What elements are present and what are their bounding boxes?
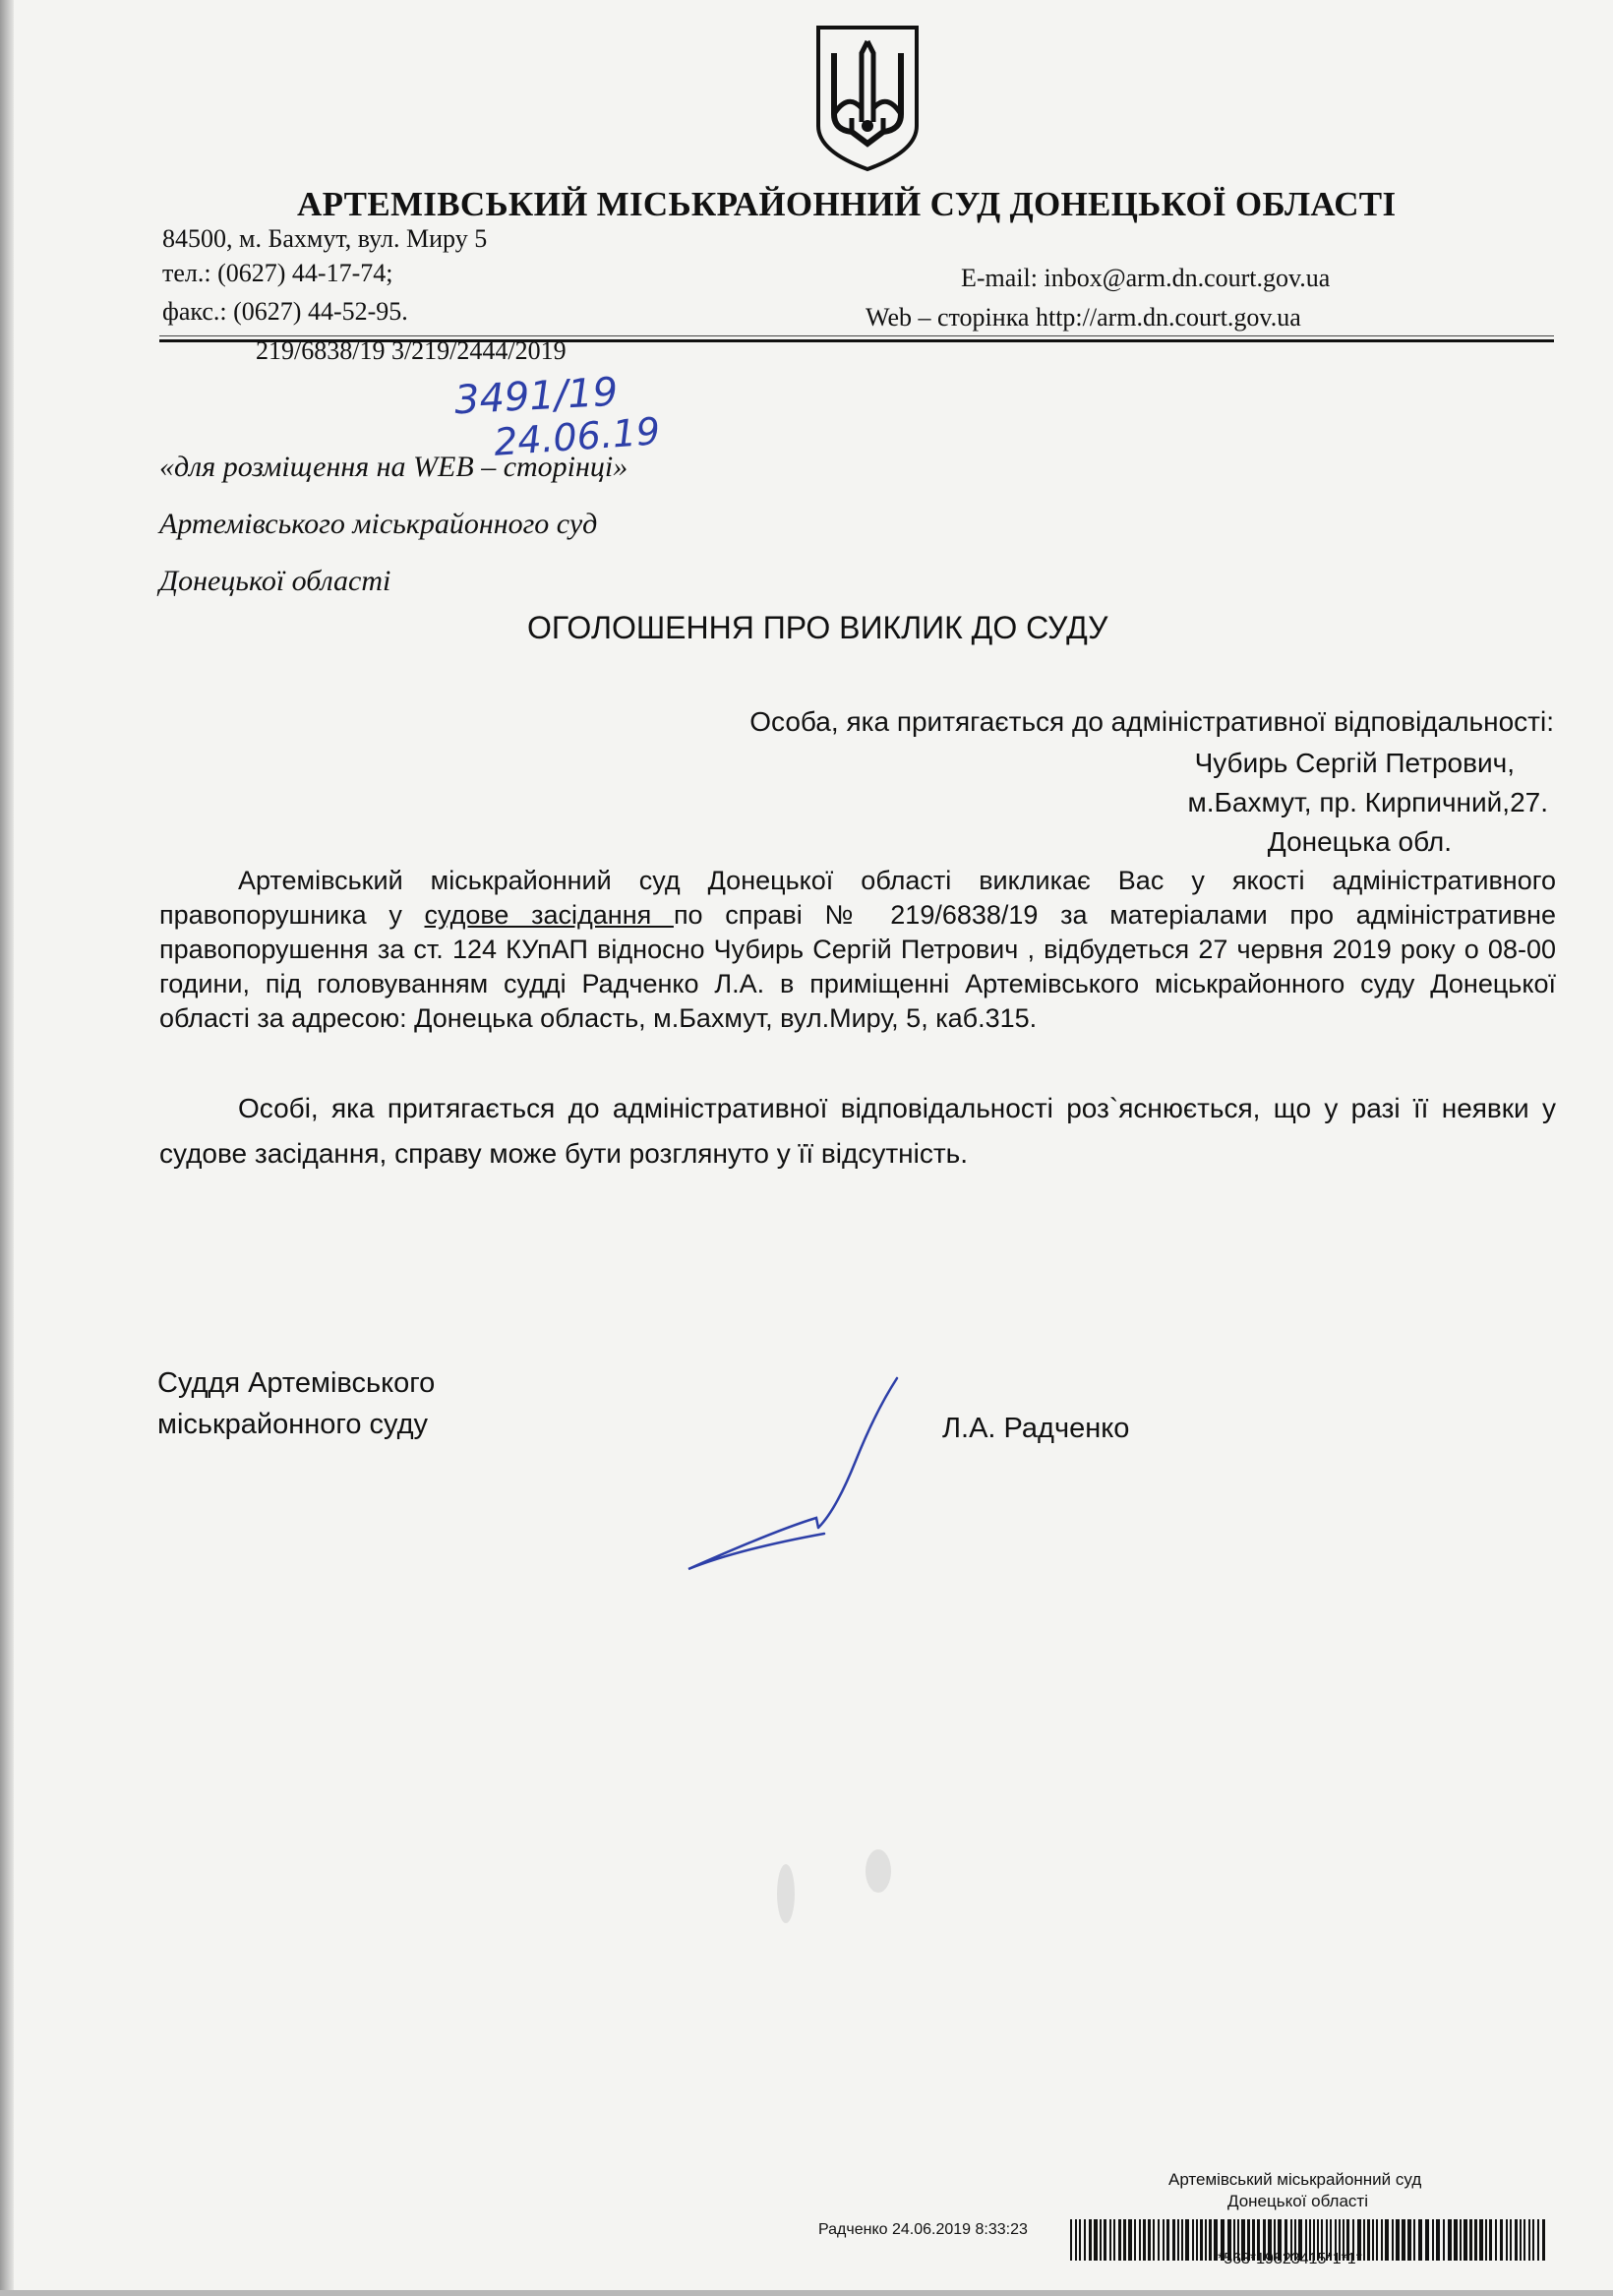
addressee-line-1: «для розміщення на WEB – сторінці» bbox=[159, 451, 628, 483]
notice-body-underlined: судове засідання bbox=[424, 900, 674, 930]
stamp-timestamp: Радченко 24.06.2019 8:33:23 bbox=[818, 2221, 1028, 2238]
addressee-line-3: Донецької області bbox=[159, 565, 391, 597]
addressee-line-2: Артемівського міськрайонного суд bbox=[159, 508, 598, 540]
judge-name: Л.А. Радченко bbox=[942, 1413, 1130, 1444]
scan-smudge bbox=[777, 1864, 795, 1923]
scan-smudge bbox=[866, 1849, 891, 1893]
stamp-court-name: Артемівський міськрайонний суд bbox=[1168, 2170, 1422, 2189]
court-email: E-mail: inbox@arm.dn.court.gov.ua bbox=[961, 264, 1331, 292]
court-fax: факс.: (0627) 44-52-95. bbox=[162, 297, 408, 326]
notice-body-paragraph bbox=[159, 864, 1556, 1036]
notice-absence-paragraph: Особі, яка притягається до адміністративної відповідальності роз`яснюється, що у разі її неявки у судове засідання, справу може бути розглянуто у її відсутність. bbox=[159, 1093, 1556, 1169]
stamp-court-region: Донецької області bbox=[1227, 2192, 1368, 2210]
handwritten-incoming-number: 3491/19 bbox=[452, 369, 620, 424]
barcode-code: *563*19823415*1*1* bbox=[1218, 2251, 1362, 2267]
signature-title-line-2: міськрайонного суду bbox=[157, 1409, 429, 1440]
recipient-name: Чубирь Сергій Петрович, bbox=[1194, 748, 1515, 778]
recipient-label: Особа, яка притягається до адміністративної відповідальності: bbox=[749, 706, 1554, 737]
court-name: АРТЕМІВСЬКИЙ МІСЬКРАЙОННИЙ СУД ДОНЕЦЬКОЇ ОБЛАСТІ bbox=[297, 185, 1397, 223]
recipient-address: м.Бахмут, пр. Кирпичний,27. bbox=[1187, 787, 1548, 817]
court-website: Web – сторінка http://arm.dn.court.gov.ua bbox=[866, 303, 1301, 332]
scan-bottom-edge bbox=[0, 2290, 1613, 2296]
scan-edge-shadow bbox=[0, 0, 14, 2296]
notice-title: ОГОЛОШЕННЯ ПРО ВИКЛИК ДО СУДУ bbox=[527, 610, 1108, 645]
ukraine-trident-emblem-icon bbox=[812, 24, 923, 173]
case-references: 219/6838/19 3/219/2444/2019 bbox=[256, 336, 567, 365]
notice-body-part-2: по справі № 219/6838/19 за матеріалами про адміністративне правопорушення за ст. 124 КУпАП відносно Чубирь Сергій Петрович , відбудеться 27 червня 2019 року о 08-00 години, під головуванням судді Радченко Л.А. в приміщенні Артемівського міськрайонного суду Донецької області за адресою: Донецька область, м.Бахмут, вул.Миру, 5, каб.315. bbox=[159, 900, 1557, 1033]
signature-title-line-1: Суддя Артемівського bbox=[157, 1367, 436, 1399]
recipient-region: Донецька обл. bbox=[1267, 826, 1452, 857]
handwritten-date: 24.06.19 bbox=[492, 409, 662, 464]
notice-body-part-1: Артемівський міськрайонний суд Донецької області викликає Вас у якості адміністративного правопорушника у bbox=[159, 866, 1556, 930]
court-phone: тел.: (0627) 44-17-74; bbox=[162, 259, 393, 287]
handwritten-signature-icon bbox=[679, 1372, 905, 1584]
court-address: 84500, м. Бахмут, вул. Миру 5 bbox=[162, 224, 488, 253]
